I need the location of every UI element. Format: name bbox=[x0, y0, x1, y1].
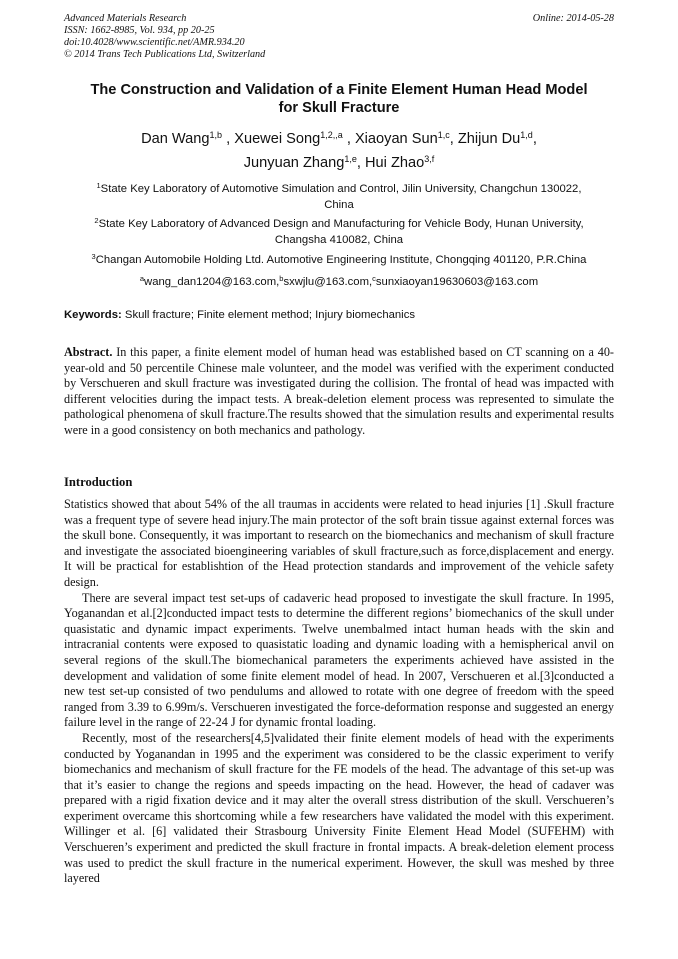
paper-title bbox=[64, 81, 614, 117]
author-sup: 1,c bbox=[437, 130, 450, 140]
author-line-1 bbox=[64, 127, 614, 151]
email-line bbox=[64, 274, 614, 290]
title-line-1: The Construction and Validation of a Finite Element Human Head Model bbox=[90, 82, 588, 98]
author-name: Hui Zhao bbox=[365, 155, 425, 171]
author-name: Xiaoyan Sun bbox=[354, 131, 438, 147]
affiliation-text: Changsha 410082, China bbox=[274, 234, 404, 246]
author-name: Xuewei Song bbox=[234, 131, 321, 147]
paragraph: There are several impact test set-ups of cadaveric head proposed to investigate the skull fracture. In 1995, Yoganandan et al.[2]conducted impact tests to determine the different regions’ biomechanics of the skull under quasistatic and dynamic impact experiments. Twelve unembalmed intact human heads with the skin and intracranial contents were exposed to quasistatic loading and dynamic loading with a hemispherical anvil on several regions of the skull.The biomechanical parameters the experiments achieved have assisted in the development and validation of some finite element model of head. In 2007, Verschueren et al.[3]conducted a new test set-up consisted of two pendulums and allowed to rotate with one degree of freedom with the speed ranged from 3.39 to 6.99m/s. Verschueren investigated the force-deformation response and suggested an energy failure level in the range of 22-24 J for dynamic frontal loading. bbox=[64, 590, 614, 730]
email-sup: b bbox=[279, 274, 284, 283]
abstract-label: Abstract. bbox=[64, 345, 113, 359]
author-name: Dan Wang bbox=[141, 131, 210, 147]
abstract-text: In this paper, a finite element model of human head was established based on CT scanning on a 40-year-old and 50 percentile Chinese male volunteer, and the model was verified with the experiment conducted by Verschueren and skull fracture was investigated during the collision. The frontal of head was impacted with different velocities during the impact tests. A break-deletion element process was represented to simulate the pathological phenomena of skull fracture.The results showed that the simulation results and experimental results were in a good consistency on both mechanics and pathology. bbox=[64, 345, 614, 437]
author-sup: 1,b bbox=[209, 130, 223, 140]
section-heading-introduction: Introduction bbox=[64, 475, 133, 489]
journal-header bbox=[64, 13, 265, 61]
author-sup: 1,e bbox=[344, 154, 357, 164]
author-sep: , bbox=[356, 155, 365, 171]
introduction-body bbox=[64, 497, 614, 887]
keywords-text: Skull fracture; Finite element method; Injury biomechanics bbox=[121, 309, 415, 321]
author-sup: 1,2,,a bbox=[320, 130, 343, 140]
affiliation-sup: 3 bbox=[91, 252, 96, 261]
paragraph: Statistics showed that about 54% of the all traumas in accidents were related to head injuries [1] .Skull fracture was a frequent type of severe head injury.The main protector of the soft brain tissue against external forces was the skull bone. Consequently, it was important to research on the biomechanics and mechanism of skull fracture and investigate the associated bioengineering variables of skull fracture,such as force,displacement and energy. It will be practical for establishtion of the Head protection standards and improvement of the vehicle safety design. bbox=[64, 497, 614, 589]
affiliation-text: State Key Laboratory of Advanced Design and Manufacturing for Vehicle Body, Hunan University, bbox=[98, 218, 584, 230]
author-sup: 1,d bbox=[520, 130, 533, 140]
author-sep: , bbox=[449, 131, 458, 147]
affiliation-text: Changan Automobile Holding Ltd. Automotive Engineering Institute, Chongqing 401120, P.R.China bbox=[95, 254, 587, 266]
email-address: sunxiaoyan19630603@163.com bbox=[375, 276, 539, 288]
doi-line: doi:10.4028/www.scientific.net/AMR.934.20 bbox=[64, 37, 245, 48]
copyright-line: © 2014 Trans Tech Publications Ltd, Switzerland bbox=[64, 49, 266, 60]
email-sup: a bbox=[139, 274, 145, 283]
email-sup: c bbox=[372, 274, 376, 283]
keywords-label: Keywords: bbox=[64, 309, 122, 321]
keywords bbox=[64, 307, 614, 323]
affiliation-2 bbox=[64, 216, 614, 248]
affiliation-1 bbox=[64, 181, 614, 213]
author-list bbox=[64, 127, 614, 175]
abstract bbox=[64, 345, 614, 439]
affiliation-text: State Key Laboratory of Automotive Simulation and Control, Jilin University, Changchun 130022, bbox=[100, 183, 582, 195]
affiliation-3 bbox=[64, 252, 614, 268]
email-address: wang_dan1204@163.com, bbox=[144, 276, 280, 288]
paragraph: Recently, most of the researchers[4,5]validated their finite element models of head with the experiments conducted by Yoganandan in 1995 and the experiment was considered to be the classic experiment to verify biomechanics and mechanism of skull fracture for the FE models of the head. The advantage of this set-up was that it’s easier to change the regions and speeds impacting on the head. However, the head of cadaver was prepared with a rigid fixation device and it may alter the overall stress distribution of the skull. Verschueren’s experiment overcame this shortcoming while a few researchers have validated the model with this experiment. Willinger et al. [6] validated their Strasbourg University Finite Element Head Model (SUFEHM) with Verschueren’s experiment and predicted the skull fracture in frontal impacts. A break-deletion element process was used to predict the skull fracture in the numerical experiment. However, the skull was meshed by three layered bbox=[64, 730, 614, 886]
affiliation-sup: 2 bbox=[94, 216, 99, 225]
author-sup: 3,f bbox=[424, 154, 435, 164]
author-line-2 bbox=[64, 151, 614, 175]
author-name: Zhijun Du bbox=[457, 131, 521, 147]
author-name: Junyuan Zhang bbox=[243, 155, 345, 171]
author-sep: , bbox=[342, 131, 355, 147]
affiliation-sup: 1 bbox=[96, 181, 101, 190]
title-line-2: for Skull Fracture bbox=[278, 100, 400, 116]
online-date: Online: 2014-05-28 bbox=[532, 13, 614, 24]
author-sep: , bbox=[532, 131, 537, 147]
email-address: sxwjlu@163.com, bbox=[283, 276, 373, 288]
author-sep: , bbox=[222, 131, 235, 147]
affiliation-text: China bbox=[324, 199, 354, 211]
journal-name: Advanced Materials Research bbox=[64, 13, 187, 24]
issn-line: ISSN: 1662-8985, Vol. 934, pp 20-25 bbox=[64, 25, 215, 36]
